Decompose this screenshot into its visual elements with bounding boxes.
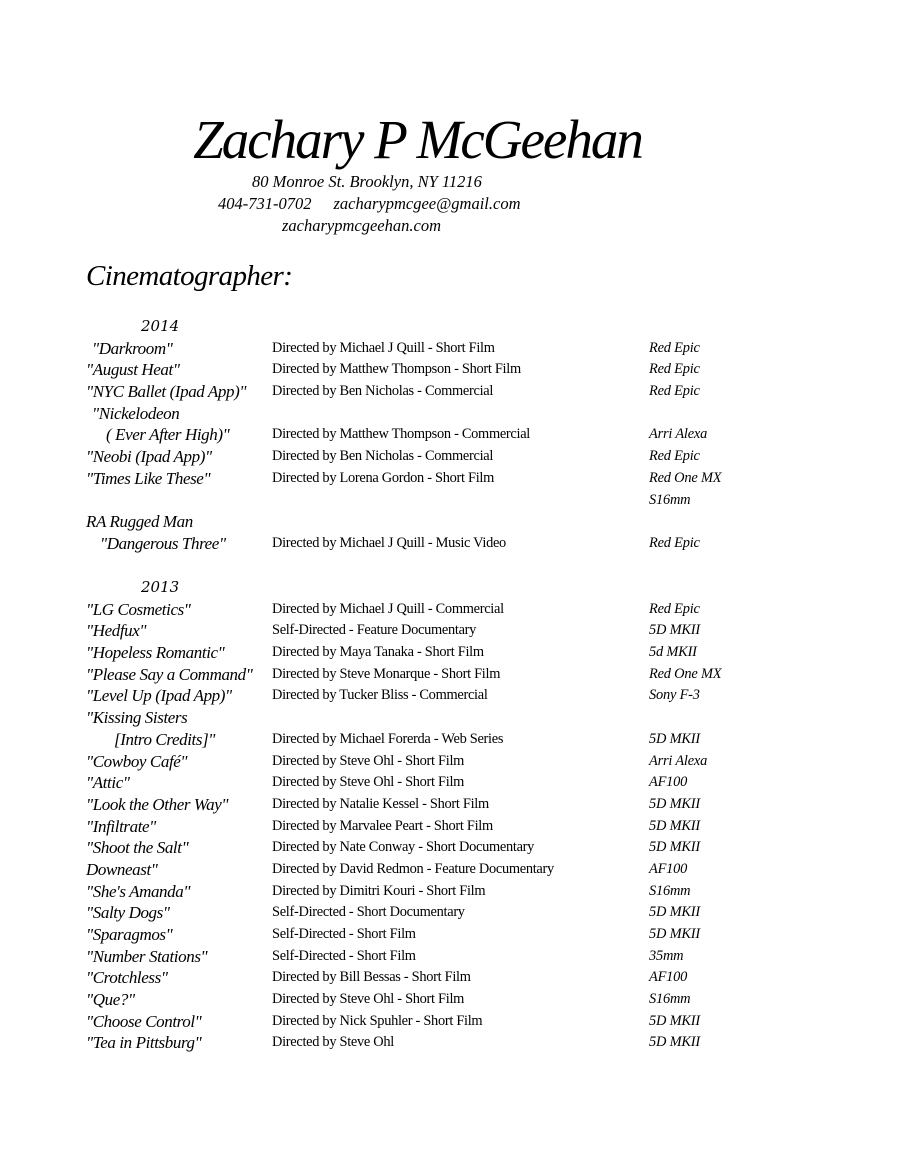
credit-description: Directed by Steve Ohl - Short Film bbox=[272, 752, 465, 769]
credit-title: "Number Stations" bbox=[86, 946, 208, 966]
credit-camera: 5D MKII bbox=[649, 622, 700, 639]
credit-title: "Darkroom" bbox=[92, 338, 173, 358]
credit-title: "Times Like These" bbox=[86, 468, 211, 488]
credit-title: "LG Cosmetics" bbox=[86, 599, 191, 619]
credit-row bbox=[0, 533, 905, 555]
credit-title: "Dangerous Three" bbox=[100, 533, 226, 553]
credit-description: Directed by Michael Forerda - Web Series bbox=[272, 730, 504, 747]
credit-row bbox=[0, 338, 905, 360]
credit-description: Directed by Steve Ohl - Short Film bbox=[272, 774, 465, 791]
credit-description: Directed by Ben Nicholas - Commercial bbox=[272, 448, 494, 465]
credit-row bbox=[0, 967, 905, 989]
credit-row bbox=[0, 772, 905, 794]
credits-2013 bbox=[0, 577, 905, 1098]
credit-camera: AF100 bbox=[649, 774, 688, 791]
credit-camera: Red Epic bbox=[649, 339, 700, 356]
credit-title: "Tea in Pittsburg" bbox=[86, 1033, 202, 1053]
credit-row bbox=[0, 1011, 905, 1033]
credits-2014 bbox=[0, 316, 905, 555]
credit-row bbox=[0, 490, 905, 512]
credit-title: "Sparagmos" bbox=[86, 925, 173, 944]
credit-description: Directed by Nick Spuhler - Short Film bbox=[272, 1012, 483, 1029]
credit-camera: Red One MX bbox=[649, 665, 722, 682]
credit-description: Self-Directed - Short Film bbox=[272, 926, 416, 942]
credit-camera: S16mm bbox=[649, 491, 691, 508]
resume-name: Zachary P McGeehan bbox=[193, 109, 642, 170]
credit-title: Downeast" bbox=[86, 859, 158, 879]
credit-description: Self-Directed - Feature Documentary bbox=[272, 622, 477, 639]
credit-description: Directed by Ben Nicholas - Commercial bbox=[272, 383, 494, 400]
credit-camera: 5D MKII bbox=[649, 730, 700, 747]
credit-title: "August Heat" bbox=[86, 360, 180, 380]
credit-camera: 5D MKII bbox=[649, 839, 700, 856]
credit-row bbox=[0, 599, 905, 621]
credit-row bbox=[0, 902, 905, 924]
section-heading: Cinematographer: bbox=[86, 260, 293, 292]
credit-camera: Sony F-3 bbox=[649, 687, 700, 704]
credit-title: "Attic" bbox=[86, 773, 130, 793]
credit-title: "Cowboy Café" bbox=[86, 751, 188, 771]
credit-row bbox=[0, 1032, 905, 1054]
credit-row bbox=[0, 881, 905, 903]
address: 80 Monroe St. Brooklyn, NY 11216 bbox=[252, 172, 482, 191]
credit-row bbox=[0, 403, 905, 425]
credit-description: Directed by Michael J Quill - Music Video bbox=[272, 534, 506, 551]
credit-row bbox=[0, 381, 905, 403]
credit-description: Directed by Michael J Quill - Short Film bbox=[272, 339, 495, 356]
credit-row bbox=[0, 729, 905, 751]
credit-row bbox=[0, 446, 905, 468]
credit-camera: Red Epic bbox=[649, 361, 700, 378]
credit-title: "Look the Other Way" bbox=[86, 794, 229, 814]
credit-description: Directed by Marvalee Peart - Short Film bbox=[272, 817, 493, 834]
credit-title: "Hedfux" bbox=[86, 621, 147, 641]
credit-title: [Intro Credits]" bbox=[114, 729, 216, 749]
credit-description: Self-Directed - Short Film bbox=[272, 947, 416, 964]
credit-title: "Infiltrate" bbox=[86, 816, 156, 836]
credit-title: "Shoot the Salt" bbox=[86, 838, 189, 858]
website: zacharypmcgeehan.com bbox=[282, 216, 441, 235]
credit-camera: 5D MKII bbox=[649, 795, 700, 812]
credit-description: Directed by Bill Bessas - Short Film bbox=[272, 969, 471, 986]
credit-row bbox=[0, 794, 905, 816]
credit-camera: AF100 bbox=[649, 969, 688, 986]
credit-camera: S16mm bbox=[649, 882, 691, 899]
credit-description: Directed by Dimitri Kouri - Short Film bbox=[272, 882, 486, 899]
credit-camera: Arri Alexa bbox=[649, 426, 708, 443]
credit-row bbox=[0, 946, 905, 968]
credit-description: Directed by Tucker Bliss - Commercial bbox=[272, 687, 488, 704]
credit-camera: 5D MKII bbox=[649, 904, 700, 921]
credit-title: "Crotchless" bbox=[86, 968, 168, 988]
credit-camera: Arri Alexa bbox=[649, 752, 708, 769]
credit-description: Directed by Maya Tanaka - Short Film bbox=[272, 644, 484, 661]
credit-row bbox=[0, 1054, 905, 1076]
credit-camera: 5d MKII bbox=[649, 644, 697, 661]
credit-description: Self-Directed - Short Documentary bbox=[272, 904, 465, 921]
credit-row bbox=[0, 707, 905, 729]
credit-camera: S16mm bbox=[649, 991, 691, 1008]
credit-camera: AF100 bbox=[649, 860, 688, 877]
credit-title: "Please Say a Command" bbox=[86, 664, 253, 684]
credit-row bbox=[0, 359, 905, 381]
credit-description: Directed by Nate Conway - Short Documentary bbox=[272, 839, 535, 856]
credit-row bbox=[0, 468, 905, 490]
credit-description: Directed by Michael J Quill - Commercial bbox=[272, 600, 504, 617]
credit-title: "Hopeless Romantic" bbox=[86, 643, 225, 663]
credit-title: ( Ever After High)" bbox=[106, 425, 230, 445]
credit-camera: Red Epic bbox=[649, 448, 700, 465]
credit-row bbox=[0, 751, 905, 773]
phone-number: 404-731-0702 bbox=[218, 194, 312, 213]
credit-title: RA Rugged Man bbox=[86, 512, 193, 532]
credit-row bbox=[0, 859, 905, 881]
credit-row bbox=[0, 924, 905, 946]
credit-description: Directed by Steve Monarque - Short Film bbox=[272, 665, 501, 682]
credit-title: "She's Amanda" bbox=[86, 881, 191, 901]
year-label: 2013 bbox=[141, 578, 180, 596]
credit-row bbox=[0, 642, 905, 664]
credit-camera: 5D MKII bbox=[649, 1012, 700, 1029]
credit-camera: Red One MX bbox=[649, 469, 722, 486]
credit-row bbox=[0, 685, 905, 707]
credit-description: Directed by Steve Ohl - Short Film bbox=[272, 991, 465, 1008]
credit-title: "Nickelodeon bbox=[92, 403, 180, 423]
credit-description: Directed by Natalie Kessel - Short Film bbox=[272, 795, 489, 812]
contact-line bbox=[218, 193, 521, 214]
credit-title: "Que?" bbox=[86, 990, 135, 1010]
credit-title: "Level Up (Ipad App)" bbox=[86, 686, 232, 706]
credit-description: Directed by Matthew Thompson - Short Film bbox=[272, 361, 521, 378]
credit-title: "NYC Ballet (Ipad App)" bbox=[86, 382, 247, 402]
credit-row bbox=[0, 511, 905, 533]
email-address: zacharypmcgee@gmail.com bbox=[333, 194, 521, 213]
credit-description: Directed by David Redmon - Feature Documentary bbox=[272, 860, 554, 877]
year-label: 2014 bbox=[141, 317, 180, 335]
credit-camera: Red Epic bbox=[649, 600, 700, 617]
credit-row bbox=[0, 620, 905, 642]
credit-title: "Salty Dogs" bbox=[86, 903, 170, 923]
credit-camera: 5D MKII bbox=[649, 1034, 700, 1051]
credit-title: "Choose Control" bbox=[86, 1011, 202, 1031]
credit-row bbox=[0, 664, 905, 686]
credit-camera: 5D MKII bbox=[649, 817, 700, 834]
credit-title: "Neobi (Ipad App)" bbox=[86, 447, 212, 467]
credit-row bbox=[0, 837, 905, 859]
credit-camera: Red Epic bbox=[649, 383, 700, 400]
credit-row bbox=[0, 816, 905, 838]
credit-description: Directed by Steve Ohl bbox=[272, 1034, 394, 1051]
credit-camera: Red Epic bbox=[649, 534, 700, 551]
credit-description: Directed by Matthew Thompson - Commercial bbox=[272, 426, 530, 443]
credit-description: Directed by Lorena Gordon - Short Film bbox=[272, 469, 494, 486]
credit-title: "Kissing Sisters bbox=[86, 708, 188, 728]
credit-row bbox=[0, 1076, 905, 1098]
credit-row bbox=[0, 424, 905, 446]
credit-row bbox=[0, 989, 905, 1011]
credit-camera: 35mm bbox=[649, 947, 684, 964]
credit-camera: 5D MKII bbox=[649, 926, 700, 942]
